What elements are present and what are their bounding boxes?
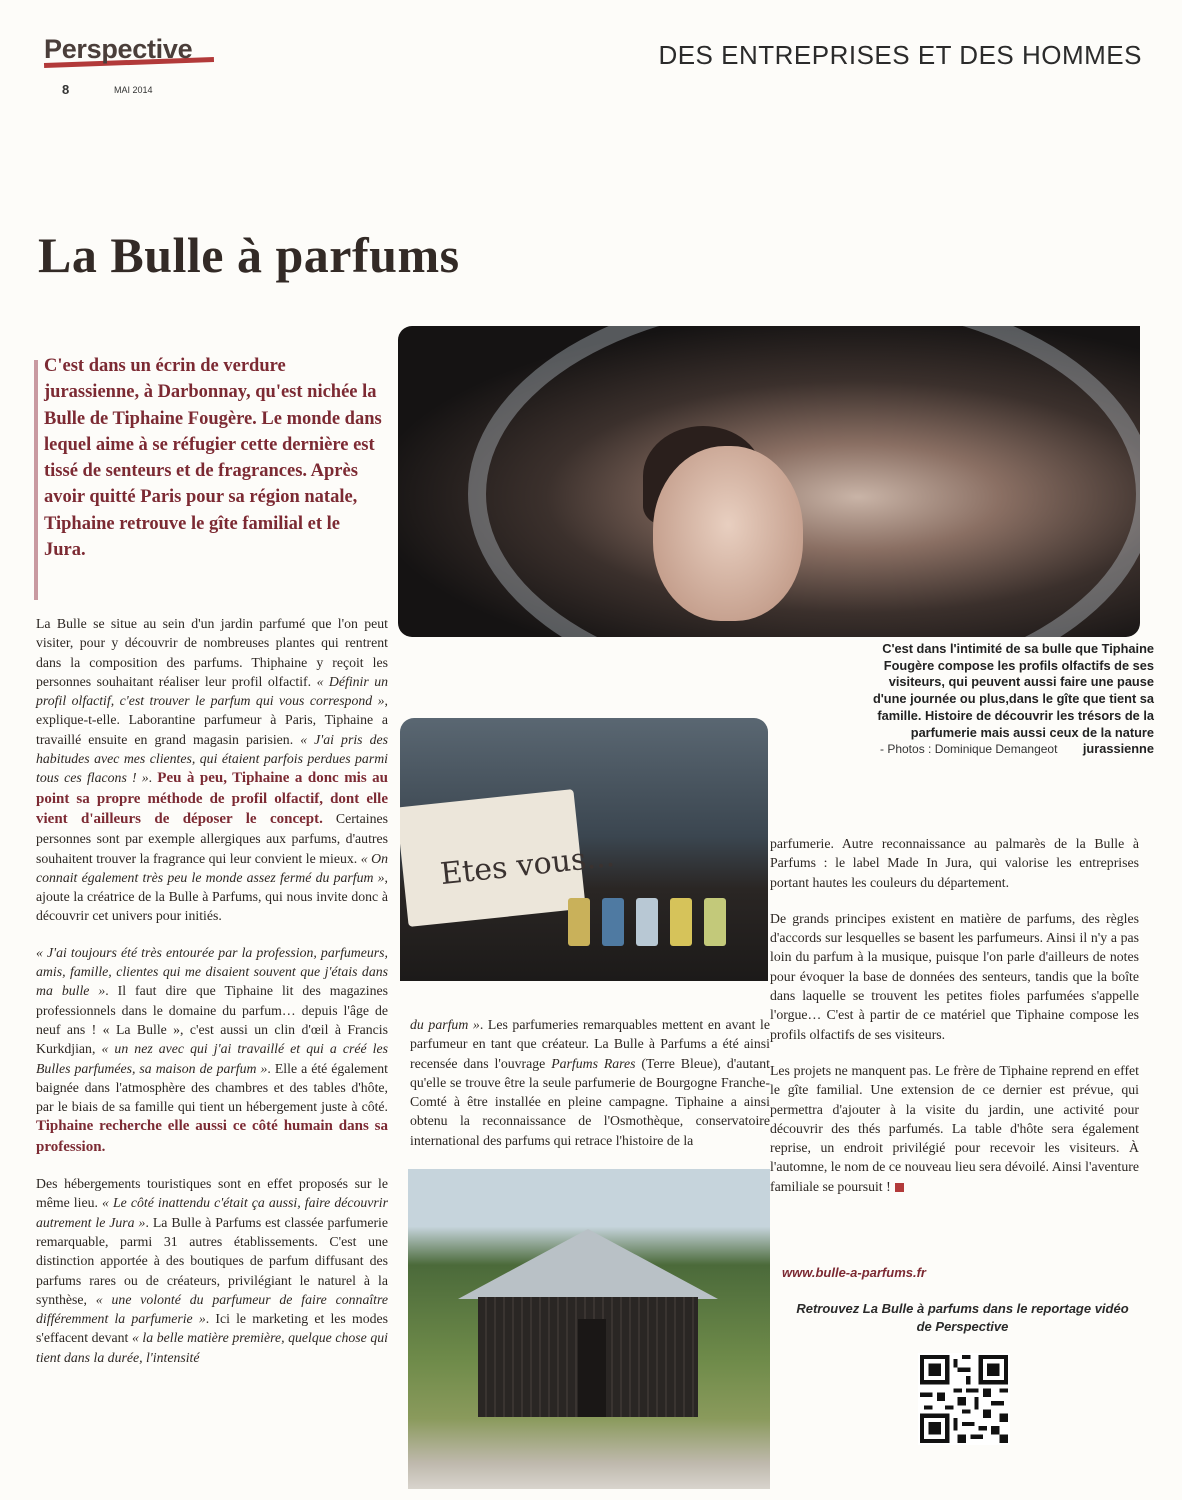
text: . Il faut dire que Tiphaine lit des magazines professionnels dans le domaine du parfum… depuis l'âge de neuf ans ! « La Bulle », c'est aussi un clin d'œil à Francis Kurkdjian, (36, 983, 389, 1057)
quote: « la belle matière première, quelque chose qui tient dans la durée, l'intensité (36, 1330, 388, 1365)
vial (636, 898, 658, 946)
quote: « On connait également très peu le monde assez fermé du parfum » (36, 850, 388, 885)
vial (670, 898, 692, 946)
book-title: Parfums Rares (551, 1055, 636, 1071)
end-square-icon (895, 1183, 904, 1192)
main-photo (398, 326, 1140, 637)
hut-roof (458, 1229, 718, 1299)
paragraph (36, 1174, 388, 1367)
text: . (148, 770, 158, 786)
text: . Les parfumeries remarquables mettent en avant le parfumeur en tant que créateur. La Bulle à Parfums a été ainsi recensée dans l'ouvrage (410, 1017, 770, 1071)
body-column-2 (410, 1015, 770, 1167)
profile-card-text: Etes vous... (438, 838, 617, 893)
highlight: Peu à peu, Tiphaine a donc mis au point sa propre méthode de profil olfactif, dont elle vient d'ailleurs de déposer le concept. (36, 770, 389, 827)
highlight: Tiphaine recherche elle aussi ce côté humain dans sa profession. (36, 1118, 388, 1155)
quote: « Définir un profil olfactif, c'est trouver le parfum qui vous correspond » (36, 673, 389, 709)
magazine-brand: Perspective (44, 34, 193, 64)
photo-face (653, 446, 803, 621)
page-number: 8 (62, 82, 70, 97)
text: Les projets ne manquent pas. Le frère de Tiphaine reprend en effet le gîte familial. Une extension de ce dernier est prévue, qui permettra d'ajouter à la visite du jardin, une activité pour découvrir des thés parfumés. La table d'hôte sera également reprise, un endroit privilégié pour recevoir les visiteurs. À l'automne, le nom de ce nouveau lieu sera dévoilé. Ainsi l'aventure familiale se poursuit ! (770, 1062, 1139, 1194)
qr-code-icon[interactable] (918, 1353, 1010, 1445)
quote: « J'ai pris des habitudes avec mes clientes, qui étaient parfois perdues parmi tous ces flacons ! » (36, 731, 388, 786)
video-promo: Retrouvez La Bulle à parfums dans le reportage vidéo de Perspective (796, 1301, 1129, 1334)
bulle-hut-photo (408, 1169, 770, 1489)
text: , ajoute la créatrice de la Bulle à Parfums, qui nous invite donc à découvrir cet univers pour initiés. (36, 869, 388, 924)
paragraph (36, 943, 388, 1157)
text: , explique-t-elle. Laborantine parfumeur à Paris, Tiphaine a travaillé ensuite en grand magasin parisien. (36, 693, 388, 747)
photo-credit: - Photos : Dominique Demangeot (880, 742, 1058, 756)
quote: « une volonté du parfumeur de faire connaître différemment la parfumerie » (36, 1291, 388, 1327)
section-title: DES ENTREPRISES ET DES HOMMES (658, 40, 1142, 70)
website-link[interactable]: www.bulle-a-parfums.fr (782, 1265, 926, 1280)
paragraph (36, 614, 388, 926)
body-column-1 (36, 614, 388, 1384)
article-title: La Bulle à parfums (38, 227, 460, 283)
text: La Bulle se situe au sein d'un jardin parfumé que l'on peut visiter, pour y découvrir de nombreuses plantes qui rentrent dans la composition des parfums. Thiphaine y reçoit les personnes souhaitant réaliser leur profil olfactif. (36, 616, 388, 689)
text: (Terre Bleue), d'autant qu'elle se trouve être la seule parfumerie de Bourgogne Franche-Comté à être installée en pleine campagne. Tiphaine a ainsi obtenu la reconnaissance de l'Osmothèque, conservatoire international des parfums qui retrace l'histoire de la (410, 1055, 770, 1148)
bubble-halo (468, 326, 1140, 637)
hut-door (578, 1319, 606, 1417)
lede-rule (34, 360, 38, 600)
quote: « Le côté inattendu c'était ça aussi, faire découvrir autrement le Jura » (36, 1195, 388, 1230)
text: . Elle a été également baignée dans l'atmosphère des chambres et des tables d'hôte, par le biais de sa famille qui tient un hébergement juste à côté. (36, 1060, 388, 1115)
article-lede: C'est dans un écrin de verdure jurassienne, à Darbonnay, qu'est nichée la Bulle de Tiphaine Fougère. Le monde dans lequel aime à se réfugier cette dernière est tissé de senteurs et de fragrances. Après avoir quitté Paris pour sa région natale, Tiphaine retrouve le gîte familial et le Jura. (44, 356, 382, 561)
photo-caption: C'est dans l'intimité de sa bulle que Tiphaine Fougère compose les profils olfactifs de ses visiteurs, qui peuvent aussi faire une pause d'une journée ou plus,dans le gîte que tient sa famille. Histoire de découvrir les trésors de la parfumerie mais aussi ceux de la nature jurassienne (872, 641, 1154, 757)
paragraph (770, 1061, 1139, 1196)
text: . La Bulle à Parfums est classée parfumerie remarquable, parmi 31 autres établissements. C'est une distinction apportée à des boutiques de parfum diffusant des parfums rares ou de créateurs, privilégiant le naturel à la synthèse, (36, 1214, 388, 1307)
text: . Ici le marketing et les modes s'effacent devant (36, 1311, 388, 1346)
paragraph (410, 1015, 770, 1150)
body-column-3 (770, 834, 1139, 1213)
text: Des hébergements touristiques sont en effet proposés sur le même lieu. (36, 1176, 388, 1211)
vial (568, 898, 590, 946)
paragraph: parfumerie. Autre reconnaissance au palmarès de la Bulle à Parfums : le label Made In Jura, qui valorise les entreprises portant hautes les couleurs du département. (770, 836, 1139, 890)
text: Certaines personnes sont par exemple allergiques aux parfums, d'autres souhaitent trouver la fragrance qui leur convient le mieux. (36, 810, 388, 866)
vial (704, 898, 726, 946)
issue-date: MAI 2014 (114, 85, 153, 95)
paragraph: De grands principes existent en matière de parfums, des règles d'accords sur lesquelles se basent les parfumeurs. Ainsi il n'y a pas loin du parfum à la musique, puisque l'on parle d'ailleurs de notes pour évoquer la base de données des senteurs, tandis que la boîte dans laquelle se trouvent les petites fioles parfumées s'appelle l'orgue… C'est à partir de ce matériel que Tiphaine compose les profils olfactifs de ses visiteurs. (770, 910, 1139, 1042)
quote: du parfum » (410, 1017, 480, 1032)
vial (602, 898, 624, 946)
perfume-organ-photo (400, 718, 768, 981)
quote: « un nez avec qui j'ai travaillé et qui a créé les Bulles parfumées, sa maison de parfum » (36, 1041, 388, 1076)
quote: « J'ai toujours été très entourée par la profession, parfumeurs, amis, famille, clientes qui me disaient souvent que j'étais dans ma bulle » (36, 944, 388, 999)
